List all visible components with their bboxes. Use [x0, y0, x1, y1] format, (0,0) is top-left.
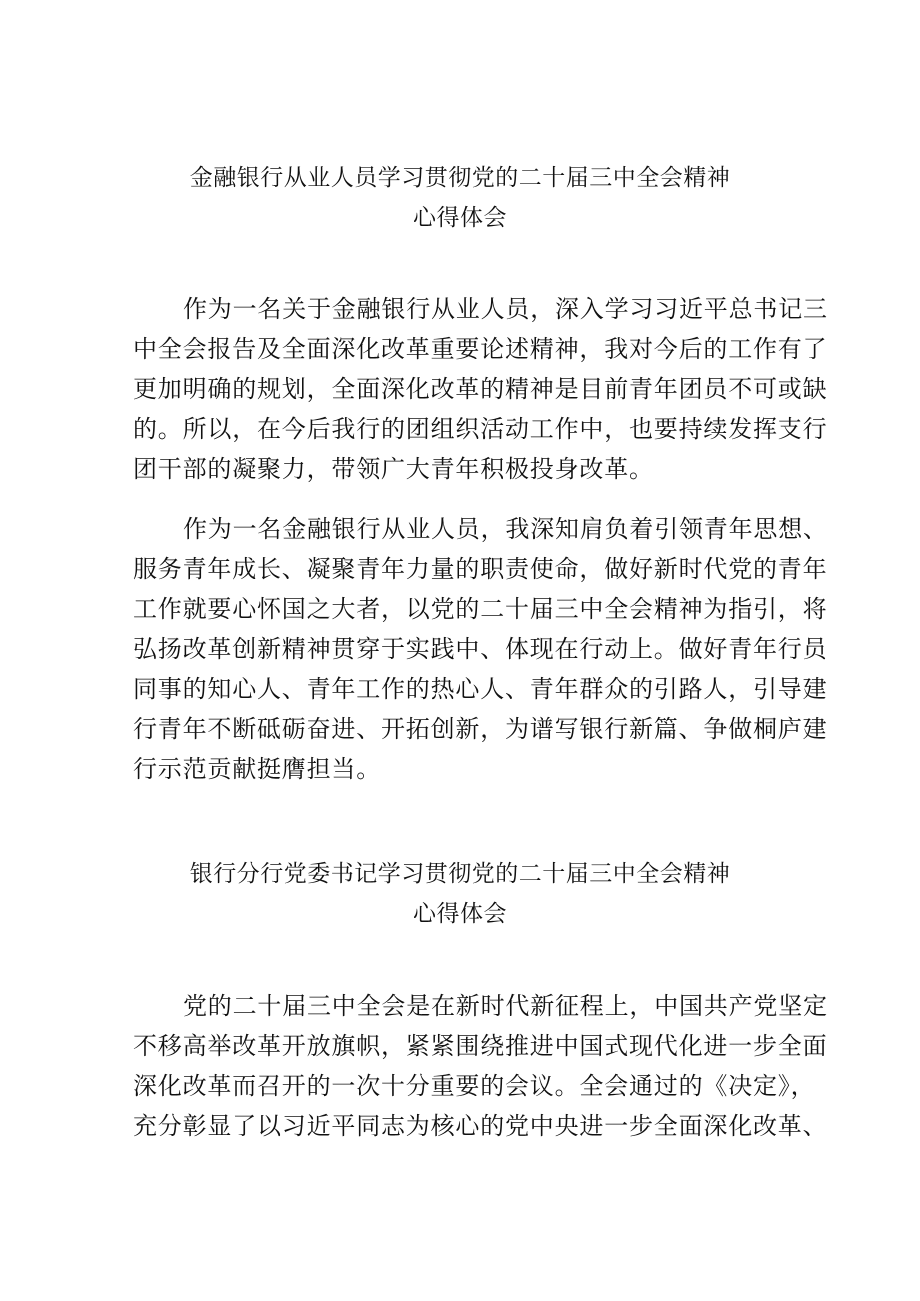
paragraph-line: 作为一名金融银行从业人员，我深知肩负着引领青年思想、: [183, 515, 828, 543]
section1-title: [0, 158, 920, 238]
paragraph-line: 深化改革而召开的一次十分重要的会议。全会通过的《决定》，: [133, 1072, 816, 1100]
paragraph-line: 同事的知心人、青年工作的热心人、青年群众的引路人，引导建: [133, 675, 828, 703]
section2-title-line1: 银行分行党委书记学习贯彻党的二十届三中全会精神: [189, 861, 731, 887]
paragraph-line: 行青年不断砥砺奋进、开拓创新，为谱写银行新篇、争做桐庐建: [133, 715, 828, 743]
paragraph-line: 充分彰显了以习近平同志为核心的党中央进一步全面深化改革、: [133, 1112, 828, 1140]
paragraph-line: 党的二十届三中全会是在新时代新征程上，中国共产党坚定: [183, 992, 828, 1020]
paragraph-line: 服务青年成长、凝聚青年力量的职责使命，做好新时代党的青年: [133, 555, 828, 583]
paragraph-line: 更加明确的规划，全面深化改革的精神是目前青年团员不可或缺: [133, 375, 828, 403]
section1-paragraph1: [133, 289, 828, 489]
paragraph-line: 的。所以，在今后我行的团组织活动工作中，也要持续发挥支行: [133, 415, 828, 443]
section2-paragraph1: [133, 986, 828, 1146]
section2-title: [0, 854, 920, 934]
paragraph-line: 行示范贡献挺膺担当。: [133, 755, 381, 783]
paragraph-line: 中全会报告及全面深化改革重要论述精神，我对今后的工作有了: [133, 335, 828, 363]
section1-title-line2: 心得体会: [413, 205, 507, 231]
paragraph-line: 团干部的凝聚力，带领广大青年积极投身改革。: [133, 455, 654, 483]
section2-title-line2: 心得体会: [413, 901, 507, 927]
paragraph-line: 作为一名关于金融银行从业人员，深入学习习近平总书记三: [183, 295, 828, 323]
section1-paragraph2: [133, 509, 828, 789]
section1-title-line1: 金融银行从业人员学习贯彻党的二十届三中全会精神: [189, 165, 731, 191]
paragraph-line: 弘扬改革创新精神贯穿于实践中、体现在行动上。做好青年行员: [133, 635, 828, 663]
paragraph-line: 不移高举改革开放旗帜，紧紧围绕推进中国式现代化进一步全面: [133, 1032, 828, 1060]
paragraph-line: 工作就要心怀国之大者，以党的二十届三中全会精神为指引，将: [133, 595, 828, 623]
